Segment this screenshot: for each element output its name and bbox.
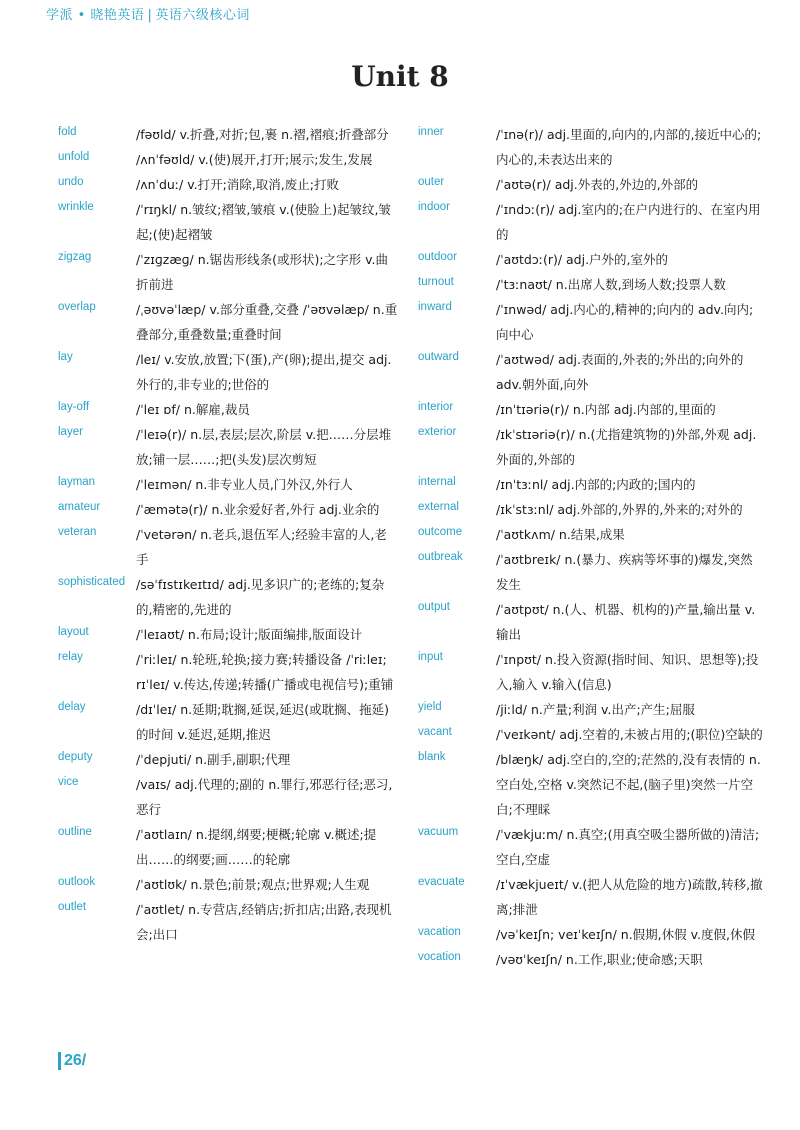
headword: wrinkle — [58, 201, 94, 213]
vocab-entry — [58, 147, 398, 172]
definition: /ɪnˈtɜːnl/ adj.内部的;内政的;国内的 — [496, 477, 696, 492]
definition: /ˈaʊtlet/ n.专营店,经销店;折扣店;出路,表现机会;出口 — [136, 902, 392, 942]
vocab-entry — [418, 172, 764, 197]
definition: /ˈaʊtbreɪk/ n.(暴力、疾病等坏事的)爆发,突然发生 — [496, 552, 753, 592]
vocab-entry — [418, 872, 764, 922]
vocab-entry — [58, 172, 398, 197]
headword: outlook — [58, 876, 96, 888]
headword: internal — [418, 476, 456, 488]
vocab-entry — [418, 822, 764, 872]
headword: exterior — [418, 426, 457, 438]
vocab-entry — [58, 772, 398, 822]
header-brand: 学派 • 晓艳英语 — [46, 8, 145, 23]
vocab-entry — [418, 297, 764, 347]
right-column — [418, 122, 764, 972]
headword: indoor — [418, 201, 450, 213]
headword: interior — [418, 401, 454, 413]
vocab-entry — [418, 497, 764, 522]
vocab-entry — [58, 397, 398, 422]
definition: /vəˈkeɪʃn; veɪˈkeɪʃn/ n.假期,休假 v.度假,休假 — [496, 927, 755, 942]
definition: /ˌəʊvəˈlæp/ v.部分重叠,交叠 /ˈəʊvəlæp/ n.重叠部分,重叠数量;重叠时间 — [136, 302, 398, 342]
definition: /dɪˈleɪ/ n.延期;耽搁,延误,延迟(或耽搁、拖延)的时间 v.延迟,延期,推迟 — [136, 702, 390, 742]
vocab-entry — [418, 522, 764, 547]
left-column — [58, 122, 398, 947]
vocab-entry — [58, 822, 398, 872]
running-header — [46, 4, 250, 26]
definition: /ˈtɜːnaʊt/ n.出席人数,到场人数;投票人数 — [496, 277, 726, 292]
vocab-entry — [418, 697, 764, 722]
headword: relay — [58, 651, 83, 663]
definition: /fəʊld/ v.折叠,对折;包,裹 n.褶,褶痕;折叠部分 — [136, 127, 389, 142]
definition: /ˈɪnwəd/ adj.内心的,精神的;向内的 adv.向内;向中心 — [496, 302, 754, 342]
vocab-entry — [418, 597, 764, 647]
definition: /leɪ/ v.安放,放置;下(蛋),产(卵);提出,提交 adj.外行的,非专业的;世俗的 — [136, 352, 392, 392]
headword: overlap — [58, 301, 96, 313]
vocab-entry — [418, 122, 764, 172]
definition: /ˈveɪkənt/ adj.空着的,未被占用的;(职位)空缺的 — [496, 727, 763, 742]
definition: /ˈaʊtlaɪn/ n.提纲,纲要;梗概;轮廓 v.概述;提出……的纲要;画……的轮廓 — [136, 827, 377, 867]
headword: yield — [418, 701, 442, 713]
headword: vice — [58, 776, 79, 788]
headword: layman — [58, 476, 96, 488]
definition: /jiːld/ n.产量;利润 v.出产;产生;屈服 — [496, 702, 695, 717]
vocab-entry — [418, 647, 764, 697]
definition: /ˈzɪɡzæɡ/ n.锯齿形线条(或形状);之字形 v.曲折前进 — [136, 252, 388, 292]
headword: layout — [58, 626, 89, 638]
definition: /ˈaʊtpʊt/ n.(人、机器、机构的)产量,输出量 v.输出 — [496, 602, 756, 642]
vocab-entry — [58, 697, 398, 747]
headword: output — [418, 601, 450, 613]
definition: /ˈaʊtkʌm/ n.结果,成果 — [496, 527, 625, 542]
header-series: 英语六级核心词 — [155, 8, 250, 23]
vocab-entry — [418, 922, 764, 947]
headword: outcome — [418, 526, 463, 538]
definition: /blæŋk/ adj.空白的,空的;茫然的,没有表情的 n.空白处,空格 v.突然记不起,(脑子里)突然一片空白;不理睬 — [496, 752, 761, 817]
definition: /ɪˈvækjueɪt/ v.(把人从危险的地方)疏散,转移,撤离;排泄 — [496, 877, 763, 917]
definition: /ʌnˈduː/ v.打开;消除,取消,废止;打败 — [136, 177, 339, 192]
definition: /ɪnˈtɪəriə(r)/ n.内部 adj.内部的,里面的 — [496, 402, 716, 417]
definition: /ˈvækjuːm/ n.真空;(用真空吸尘器所做的)清洁;空白,空虚 — [496, 827, 760, 867]
definition: /ˈdepjuti/ n.副手,副职;代理 — [136, 752, 291, 767]
vocab-entry — [418, 422, 764, 472]
headword: outlet — [58, 901, 87, 913]
definition: /ˈrɪŋkl/ n.皱纹;褶皱,皱痕 v.(使脸上)起皱纹,皱起;(使)起褶皱 — [136, 202, 391, 242]
definition: /ˈleɪə(r)/ n.层,表层;层次,阶层 v.把……分层堆放;铺一层……;把(头发)层次剪短 — [136, 427, 392, 467]
headword: zigzag — [58, 251, 92, 263]
definition: /ˈriːleɪ/ n.轮班,轮换;接力赛;转播设备 /ˈriːleɪ; rɪˈleɪ/ v.传达,传递;转播(广播或电视信号);重铺 — [136, 652, 394, 692]
headword: outbreak — [418, 551, 463, 563]
page-title: Unit 8 — [351, 60, 449, 93]
vocab-entry — [418, 722, 764, 747]
vocab-entry — [418, 347, 764, 397]
vocab-entry — [418, 397, 764, 422]
headword: blank — [418, 751, 446, 763]
vocab-entry — [58, 622, 398, 647]
headword: input — [418, 651, 443, 663]
headword: veteran — [58, 526, 97, 538]
headword: lay-off — [58, 401, 90, 413]
headword: sophisticated — [58, 576, 126, 588]
definition: /ˈaʊtlʊk/ n.景色;前景;观点;世界观;人生观 — [136, 877, 370, 892]
definition: /ɪkˈstɪəriə(r)/ n.(尤指建筑物的)外部,外观 adj.外面的,外部的 — [496, 427, 757, 467]
headword: evacuate — [418, 876, 465, 888]
definition: /ˈɪndɔː(r)/ adj.室内的;在户内进行的、在室内用的 — [496, 202, 761, 242]
vocab-entry — [58, 647, 398, 697]
definition: /səˈfɪstɪkeɪtɪd/ adj.见多识广的;老练的;复杂的,精密的,先进的 — [136, 577, 385, 617]
vocab-entry — [58, 297, 398, 347]
vocab-entry — [58, 522, 398, 572]
headword: outer — [418, 176, 445, 188]
vocab-entry — [418, 547, 764, 597]
vocab-entry — [418, 197, 764, 247]
headword: amateur — [58, 501, 101, 513]
definition: /ˈleɪmən/ n.非专业人员,门外汉,外行人 — [136, 477, 353, 492]
definition: /ˈleɪaʊt/ n.布局;设计;版面编排,版面设计 — [136, 627, 363, 642]
headword: deputy — [58, 751, 93, 763]
headword: turnout — [418, 276, 454, 288]
headword: undo — [58, 176, 84, 188]
vocab-entry — [58, 197, 398, 247]
headword: vocation — [418, 951, 461, 963]
headword: layer — [58, 426, 83, 438]
headword: external — [418, 501, 459, 513]
headword: vacant — [418, 726, 452, 738]
headword: outward — [418, 351, 459, 363]
definition: /vaɪs/ adj.代理的;副的 n.罪行,邪恶行径;恶习,恶行 — [136, 777, 393, 817]
definition: /ˈaʊtwəd/ adj.表面的,外表的;外出的;向外的 adv.朝外面,向外 — [496, 352, 744, 392]
vocab-entry — [58, 122, 398, 147]
vocab-entry — [58, 872, 398, 897]
definition: /ˈɪnə(r)/ adj.里面的,向内的,内部的,接近中心的;内心的,未表达出来的 — [496, 127, 762, 167]
headword: inner — [418, 126, 444, 138]
headword: outline — [58, 826, 92, 838]
definition: /ˈleɪ ɒf/ n.解雇,裁员 — [136, 402, 250, 417]
headword: lay — [58, 351, 73, 363]
vocab-entry — [58, 747, 398, 772]
page-number: 26/ — [58, 1052, 86, 1070]
definition: /ˈɪnpʊt/ n.投入资源(指时间、知识、思想等);投入,输入 v.输入(信息) — [496, 652, 759, 692]
definition: /ˈaʊtə(r)/ adj.外表的,外边的,外部的 — [496, 177, 699, 192]
definition: /ʌnˈfəʊld/ v.(使)展开,打开;展示;发生,发展 — [136, 152, 373, 167]
vocab-entry — [58, 247, 398, 297]
headword: unfold — [58, 151, 90, 163]
vocab-entry — [58, 497, 398, 522]
vocab-entry — [418, 247, 764, 272]
vocab-entry — [58, 572, 398, 622]
definition: /ˈæmətə(r)/ n.业余爱好者,外行 adj.业余的 — [136, 502, 380, 517]
headword: fold — [58, 126, 77, 138]
headword: vacuum — [418, 826, 459, 838]
definition: /ɪkˈstɜːnl/ adj.外部的,外界的,外来的;对外的 — [496, 502, 743, 517]
headword: inward — [418, 301, 452, 313]
definition: /vəʊˈkeɪʃn/ n.工作,职业;使命感;天职 — [496, 952, 703, 967]
headword: delay — [58, 701, 86, 713]
vocab-entry — [58, 347, 398, 397]
header-separator: | — [147, 8, 153, 23]
definition: /ˈvetərən/ n.老兵,退伍军人;经验丰富的人,老手 — [136, 527, 387, 567]
vocab-entry — [58, 472, 398, 497]
headword: outdoor — [418, 251, 458, 263]
vocab-entry — [58, 422, 398, 472]
headword: vacation — [418, 926, 461, 938]
vocab-entry — [58, 897, 398, 947]
definition: /ˈaʊtdɔː(r)/ adj.户外的,室外的 — [496, 252, 669, 267]
vocab-entry — [418, 747, 764, 822]
vocab-entry — [418, 947, 764, 972]
vocab-entry — [418, 472, 764, 497]
vocab-entry — [418, 272, 764, 297]
